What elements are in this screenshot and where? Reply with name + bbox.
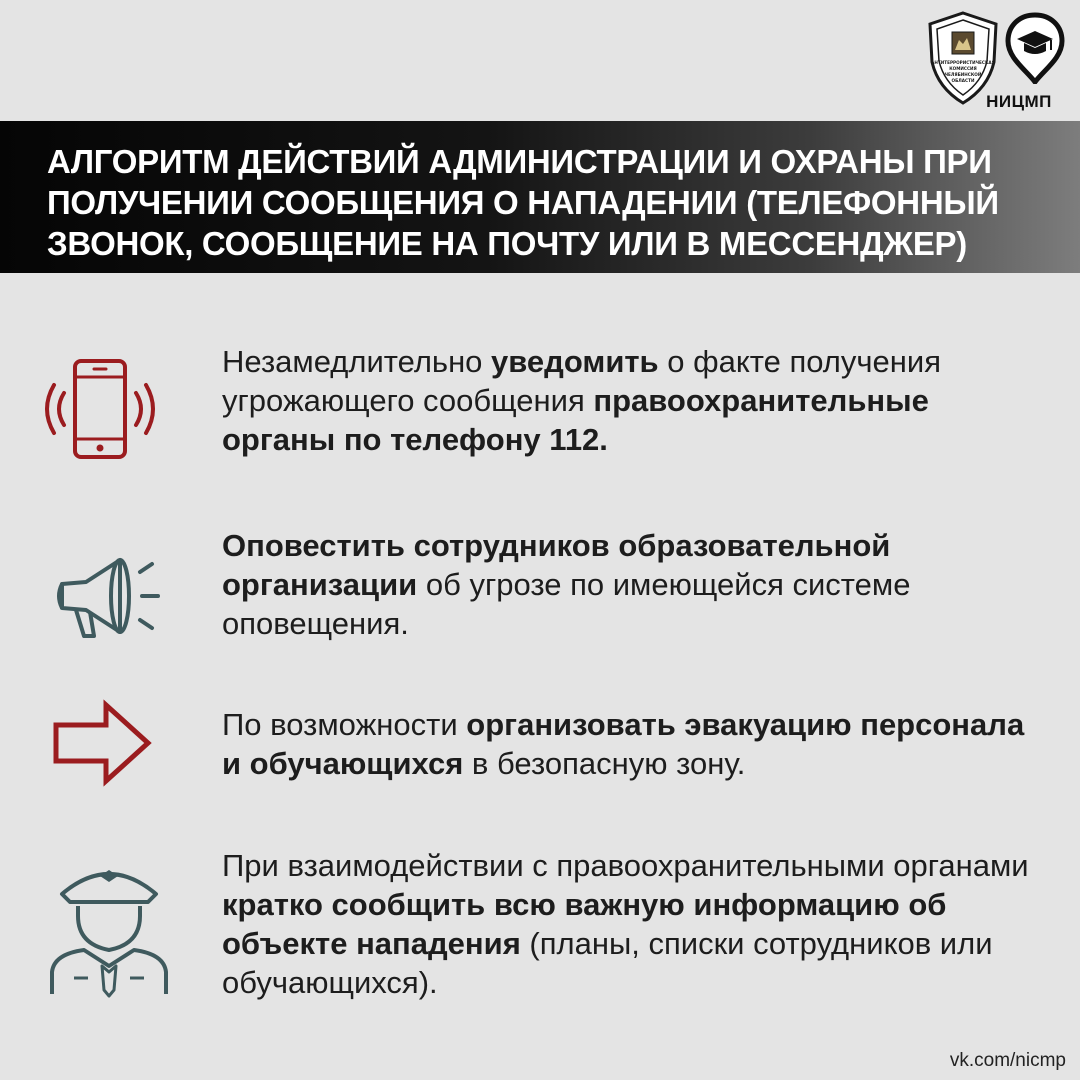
svg-text:ЧЕЛЯБИНСКОЙ: ЧЕЛЯБИНСКОЙ bbox=[944, 72, 982, 77]
step-text: Незамедлительно уведомить о факте получения угрожающего сообщения правоохранительные органы по телефону 112. bbox=[222, 344, 942, 457]
svg-text:ОБЛАСТИ: ОБЛАСТИ bbox=[951, 78, 975, 83]
nicmp-label: НИЦМП bbox=[986, 92, 1052, 111]
logos bbox=[926, 10, 1066, 110]
header-band bbox=[0, 121, 1080, 273]
step-text: По возможности организовать эвакуацию персонала и обучающихся в безопасную зону. bbox=[222, 707, 1025, 781]
svg-text:АНТИТЕРРОРИСТИЧЕСКАЯ: АНТИТЕРРОРИСТИЧЕСКАЯ bbox=[931, 60, 995, 65]
nicmp-pin-icon bbox=[1004, 12, 1066, 84]
arrow-right-icon bbox=[50, 699, 170, 789]
page-title: АЛГОРИТМ ДЕЙСТВИЙ АДМИНИСТРАЦИИ И ОХРАНЫ ПРИ ПОЛУЧЕНИИ СООБЩЕНИЯ О НАПАДЕНИИ (ТЕЛЕФОННЫЙ ЗВОНОК, СООБЩЕНИЕ НА ПОЧТУ ИЛИ В МЕССЕНДЖЕР) bbox=[47, 143, 999, 262]
step-text: При взаимодействии с правоохранительными органами кратко сообщить всю важную информацию об объекте нападения (планы, списки сотрудников или обучающихся). bbox=[222, 848, 1029, 1000]
svg-text:КОМИССИЯ: КОМИССИЯ bbox=[949, 66, 977, 71]
vk-link[interactable]: vk.com/nicmp bbox=[949, 1050, 1066, 1071]
ringing-phone-icon bbox=[40, 355, 160, 475]
step-text: Оповестить сотрудников образовательной организации об угрозе по имеющейся системе оповещения. bbox=[222, 528, 911, 641]
megaphone-icon bbox=[48, 548, 173, 658]
security-guard-icon bbox=[44, 854, 174, 1004]
